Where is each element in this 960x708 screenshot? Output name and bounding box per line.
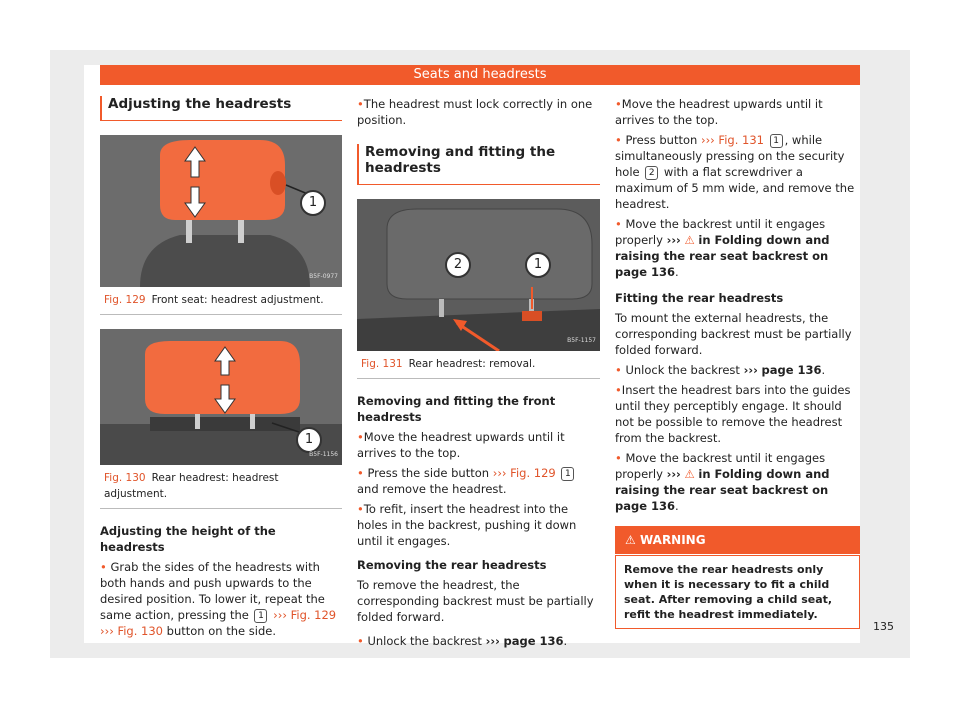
figure-129-caption-text: Front seat: headrest adjustment. [151,294,324,306]
figure-131-number: Fig. 131 [361,358,403,370]
bullet-rear-2-post: with a flat screwdriver a maximum of 5 mm wide, and remove the headrest. [615,165,855,211]
bullet-fit-3-text: Move the backrest until it engages properly [615,451,826,481]
arrow-ref-icon: ››› [100,624,114,638]
rear-headrests-text: To remove the headrest, the corresponding backrest must be partially folded forward. [357,578,594,624]
figure-131-marker-2: 2 [445,252,471,278]
figure-129 [100,135,342,315]
section-title-removing: Removing and fitting the headrests [357,144,600,185]
ref-fig-130[interactable]: Fig. 130 [117,624,163,638]
warning-triangle-icon: ⚠ [684,467,695,481]
warning-header [615,526,860,555]
ref-page-136[interactable]: page 136 [503,634,564,648]
bullet-fit-3 [615,450,860,514]
figure-131-code: B5F-1157 [567,337,596,344]
bullet-rear-2-text: Press button [625,133,698,147]
bullet-rear-2 [615,132,860,212]
figure-130 [100,329,342,509]
figure-130-caption-text: Rear headrest: headrest adjustment. [104,472,279,500]
bullet-fit-2: • Insert the headrest bars into the guides until they perceptibly engage. It should not be possible to remove the headrest from the backrest. [615,382,860,446]
button-1-marker: 1 [561,467,574,481]
button-1-marker: 1 [770,134,783,148]
warning-title: WARNING [639,533,706,547]
warning-box [615,526,860,629]
figure-131-marker-1: 1 [525,252,551,278]
bullet-fit-3-post: . [675,499,679,513]
bullet-adjust-text: Grab the sides of the headrests with both hands and push upwards to the desired position. To lower it, repeat the same action, pressing the [100,560,325,622]
ref-page-136[interactable]: page 136 [761,363,822,377]
column-2 [357,96,600,653]
bullet-front-2-text: Press the side button [367,466,490,480]
figure-129-caption [100,287,342,314]
ref-folding-backrest[interactable]: in Folding down and raising the rear seat backrest on page 136 [615,233,830,279]
bullet-unlock-text: Unlock the backrest [367,634,482,648]
section-title-adjusting: Adjusting the headrests [100,96,342,121]
figure-129-code: B5F-0977 [309,273,338,280]
bullet-front-2-post: and remove the headrest. [357,482,507,496]
bullet-lock: • The headrest must lock correctly in one position. [357,96,600,128]
arrow-ref-icon: ››› [492,466,507,480]
bullet-unlock-backrest [357,633,600,649]
bullet-unlock-post: . [563,634,568,648]
column-3 [615,96,860,629]
bullet-adjust-post: button on the side. [166,624,276,638]
figure-131 [357,199,600,379]
figure-131-caption [357,351,600,378]
heading-front-headrests: Removing and fitting the front headrests [357,394,556,424]
figure-129-number: Fig. 129 [104,294,146,306]
hole-2-marker: 2 [645,166,658,180]
bullet-fit-1 [615,362,860,378]
fitting-rear-text: To mount the external headrests, the corresponding backrest must be partially folded forward. [615,311,852,357]
ref-fig-129[interactable]: Fig. 129 [510,466,556,480]
bullet-rear-3 [615,216,860,280]
figure-130-code: B5F-1156 [309,451,338,458]
figure-130-number: Fig. 130 [104,472,146,484]
bullet-front-3: • To refit, insert the headrest into the holes in the backrest, pushing it down until it engages. [357,501,600,549]
arrow-ref-icon: ››› [666,233,681,247]
warning-triangle-icon: ⚠ [684,233,695,247]
figure-129-marker-1: 1 [300,190,326,216]
bullet-front-2 [357,465,600,497]
page-number: 135 [873,620,894,633]
bullet-fit-1-text: Unlock the backrest [625,363,740,377]
column-1 [100,96,342,643]
arrow-ref-icon: ››› [273,608,287,622]
bullet-rear-1: • Move the headrest upwards until it arrives to the top. [615,96,860,128]
heading-fitting-rear: Fitting the rear headrests [615,291,784,305]
arrow-ref-icon: ››› [700,133,715,147]
page-header: Seats and headrests [100,65,860,85]
arrow-ref-icon: ››› [743,363,758,377]
bullet-rear-3-post: . [675,265,679,279]
figure-129-image [100,135,342,287]
arrow-ref-icon: ››› [485,634,500,648]
bullet-rear-3-text: Move the backrest until it engages properly [615,217,826,247]
bullet-rear-2-mid: , while simultaneously pressing on the security hole [615,133,845,179]
warning-triangle-icon: ⚠ [625,533,636,547]
headrest-removal-illustration [357,199,600,351]
arrow-ref-icon: ››› [666,467,681,481]
ref-fig-131[interactable]: Fig. 131 [718,133,764,147]
figure-130-caption [100,465,342,508]
heading-rear-headrests: Removing the rear headrests [357,558,547,572]
button-1-marker: 1 [254,609,267,623]
figure-130-marker-1: 1 [296,427,322,453]
figure-131-image [357,199,600,351]
ref-fig-129[interactable]: Fig. 129 [290,608,337,622]
warning-text: Remove the rear headrests only when it is necessary to fit a child seat. After removing a child seat, refit the headrest immediately. [615,555,860,629]
ref-folding-backrest[interactable]: in Folding down and raising the rear seat backrest on page 136 [615,467,830,513]
bullet-fit-1-post: . [821,363,826,377]
figure-130-image [100,329,342,465]
bullet-adjust-height [100,559,342,639]
heading-adjust-height: Adjusting the height of the headrests [100,524,276,554]
bullet-front-1: • Move the headrest upwards until it arrives to the top. [357,429,600,461]
figure-131-caption-text: Rear headrest: removal. [408,358,536,370]
